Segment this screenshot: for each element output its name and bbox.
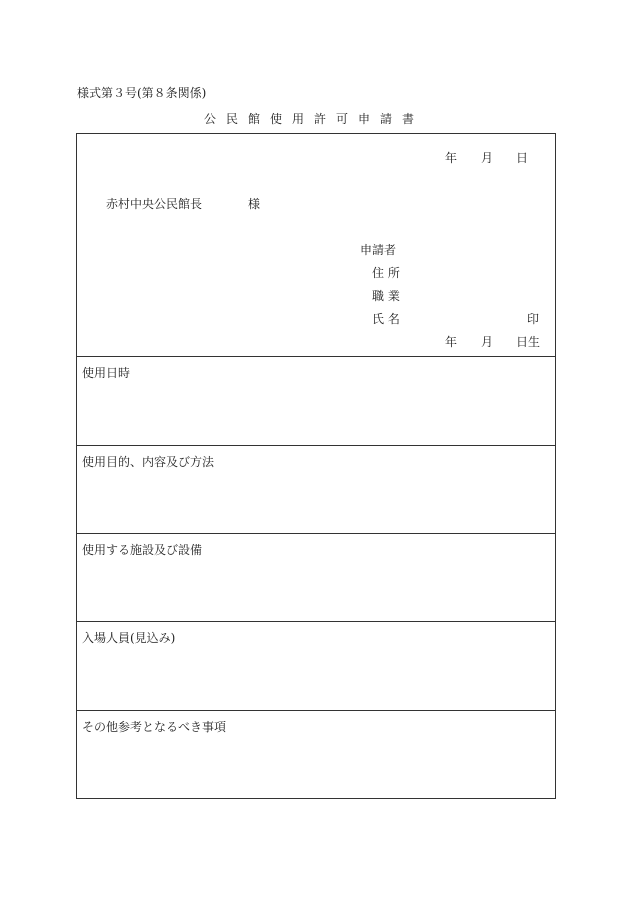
section-label-attendance: 入場人員(見込み) [82,631,176,645]
divider [76,533,556,534]
section-label-usage-purpose: 使用目的、内容及び方法 [82,455,215,469]
seal-mark: 印 [527,312,540,326]
addressee-name: 赤村中央公民館長 [106,197,203,211]
birth-day-label: 日生 [516,335,541,349]
applicant-label: 申請者 [360,243,397,257]
divider [76,356,556,357]
divider [76,621,556,622]
form-title: 公民館使用許可申請書 [204,112,425,126]
applicant-address-label: 住 所 [372,266,400,280]
birth-year-label: 年 [445,335,458,349]
date-month-label: 月 [481,151,494,165]
addressee-honorific: 様 [248,197,261,211]
form-number: 様式第３号(第８条関係) [77,86,207,100]
section-label-other-notes: その他参考となるべき事項 [82,720,227,734]
birth-month-label: 月 [481,335,494,349]
section-label-usage-datetime: 使用日時 [82,366,131,380]
section-label-facilities: 使用する施設及び設備 [82,543,203,557]
date-day-label: 日 [516,151,529,165]
applicant-name-label: 氏 名 [372,312,400,326]
date-year-label: 年 [445,151,458,165]
applicant-occupation-label: 職 業 [372,289,400,303]
divider [76,445,556,446]
divider [76,710,556,711]
